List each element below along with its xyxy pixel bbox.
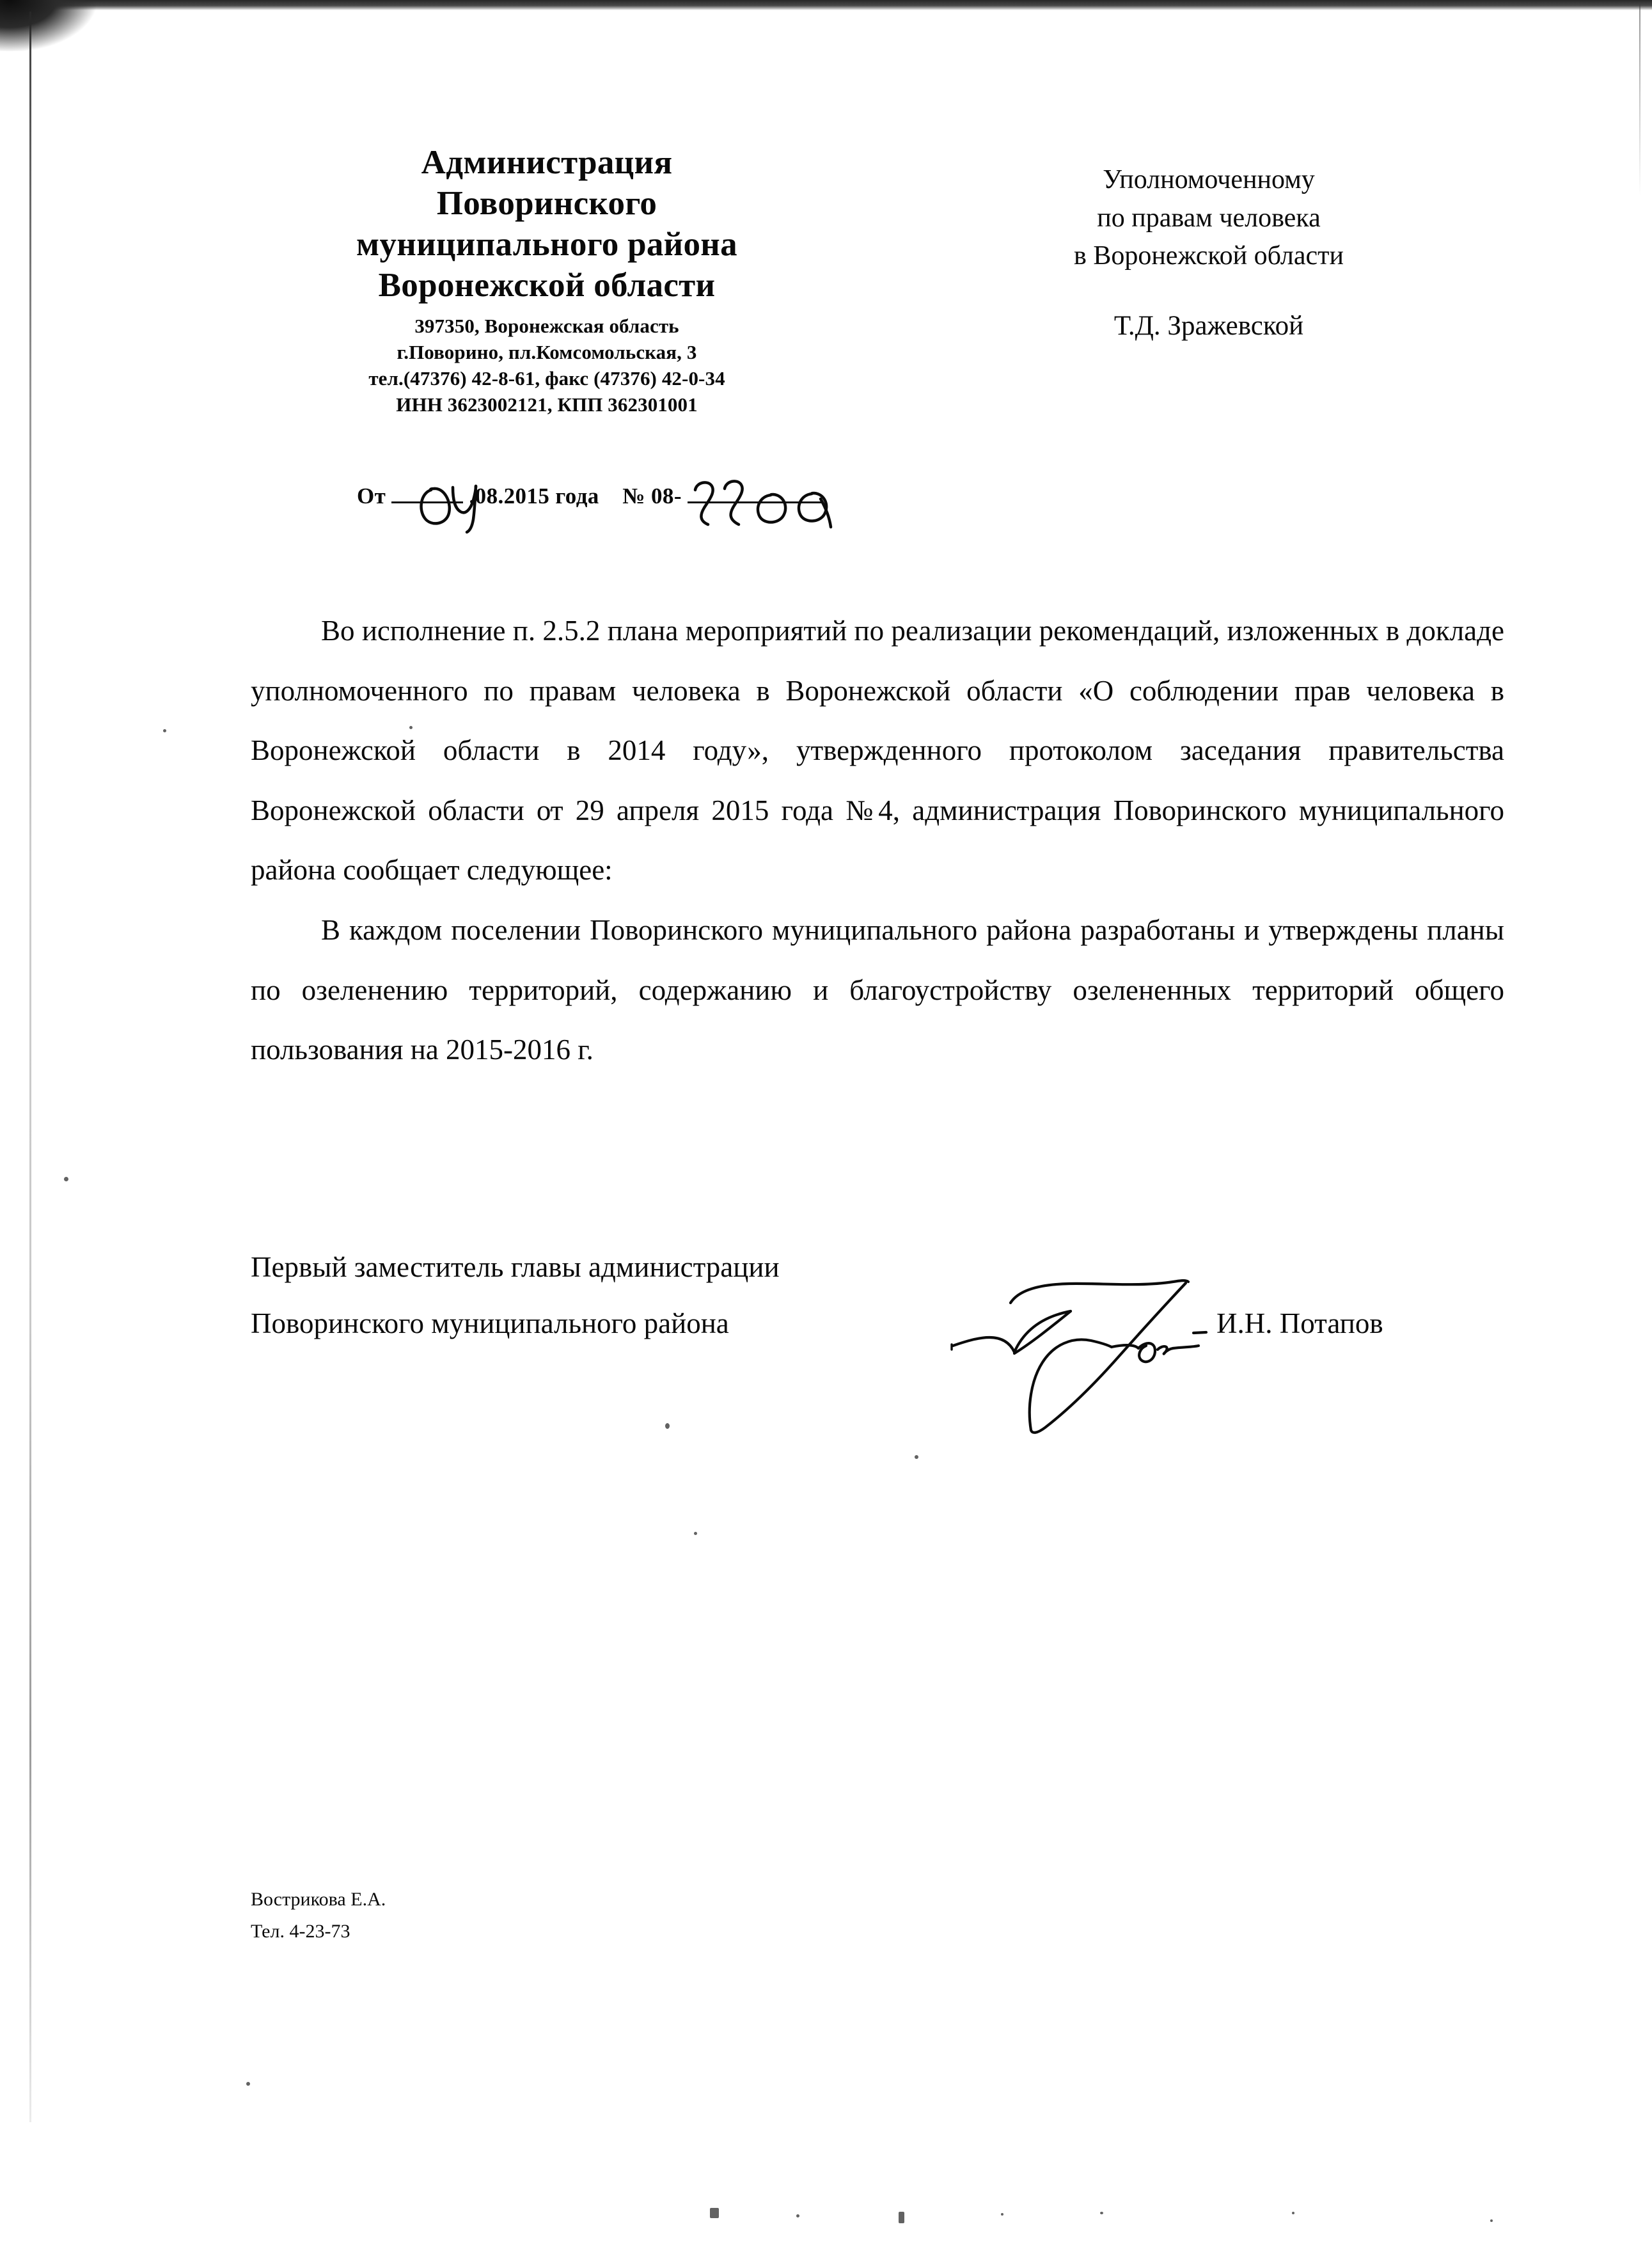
scan-speck bbox=[64, 1177, 68, 1181]
org-title-line-3: муниципального района bbox=[356, 226, 737, 264]
executor-footer bbox=[251, 1884, 386, 1947]
body-paragraph-1: Во исполнение п. 2.5.2 плана мероприятий по реализации рекомендаций, изложенных в докладе уполномоченного по правам человека в Воронежской области «О соблюдении прав человека в Воронежской области в 2014 году», утвержденного протоколом заседания правительства Воронежской области от 29 апреля 2015 года №4, администрация Поворинского муниципального района сообщает следующее: bbox=[251, 615, 1504, 886]
scan-speck bbox=[694, 1532, 697, 1535]
org-title-line-1: Администрация bbox=[421, 144, 673, 181]
letterhead-block bbox=[275, 142, 819, 418]
organization-contact-details bbox=[275, 313, 819, 418]
addressee-line-3: в Воронежской области bbox=[1073, 241, 1344, 271]
body-paragraph-2: В каждом поселении Поворинского муниципального района разработаны и утверждены планы по озеленению территорий, содержанию и благоустройству озелененных территорий общего пользования на 2015-2016 г. bbox=[251, 913, 1504, 1066]
addressee-block bbox=[972, 161, 1445, 345]
date-day-field[interactable] bbox=[391, 501, 463, 503]
dateline-month-year: .08.2015 года bbox=[469, 484, 599, 508]
street-address: г.Поворино, пл.Комсомольская, 3 bbox=[397, 340, 697, 363]
scan-speck bbox=[796, 2214, 799, 2217]
registration-number-field[interactable] bbox=[688, 501, 822, 503]
addressee-line-2: по правам человека bbox=[1097, 203, 1321, 233]
scan-corner-artifact bbox=[0, 0, 96, 51]
scan-speck bbox=[915, 1455, 918, 1459]
organization-title bbox=[275, 142, 819, 306]
signer-role-line-1: Первый заместитель главы администрации bbox=[251, 1251, 780, 1283]
scan-left-edge-artifact bbox=[29, 12, 31, 2122]
dateline bbox=[357, 484, 822, 509]
scan-speck bbox=[1292, 2212, 1294, 2214]
org-title-line-4: Воронежской области bbox=[378, 267, 716, 304]
scan-speck bbox=[1100, 2212, 1103, 2214]
tax-identification: ИНН 3623002121, КПП 362301001 bbox=[396, 393, 698, 416]
executor-phone: Тел. 4-23-73 bbox=[251, 1920, 350, 1942]
addressee-name: Т.Д. Зражевской bbox=[1113, 310, 1304, 341]
scan-speck bbox=[1001, 2213, 1003, 2216]
phone-fax: тел.(47376) 42-8-61, факс (47376) 42-0-34 bbox=[368, 366, 725, 390]
executor-name: Вострикова Е.А. bbox=[251, 1889, 386, 1910]
registration-number-label: № 08- bbox=[622, 484, 682, 508]
scan-top-edge-artifact bbox=[0, 0, 1652, 10]
handwritten-registration-number bbox=[689, 471, 849, 537]
dateline-prefix: От bbox=[357, 484, 386, 508]
letter-body bbox=[251, 601, 1504, 1080]
addressee-line-1: Уполномоченному bbox=[1103, 165, 1315, 194]
org-title-line-2: Поворинского bbox=[436, 185, 657, 223]
signature-block bbox=[251, 1240, 1504, 1352]
scan-speck bbox=[246, 2082, 250, 2086]
scan-speck bbox=[163, 729, 166, 732]
signature-role-row-1 bbox=[251, 1240, 1504, 1296]
scan-speck bbox=[899, 2212, 904, 2223]
scan-speck bbox=[1490, 2219, 1493, 2222]
postal-address: 397350, Воронежская область bbox=[414, 314, 679, 337]
signer-name: И.Н. Потапов bbox=[1216, 1307, 1383, 1339]
scan-speck bbox=[710, 2208, 719, 2218]
scan-speck bbox=[665, 1423, 670, 1429]
scan-right-edge-artifact bbox=[1639, 4, 1640, 196]
signature-role-row-2 bbox=[251, 1296, 1504, 1352]
signer-role-line-2: Поворинского муниципального района bbox=[251, 1307, 729, 1339]
